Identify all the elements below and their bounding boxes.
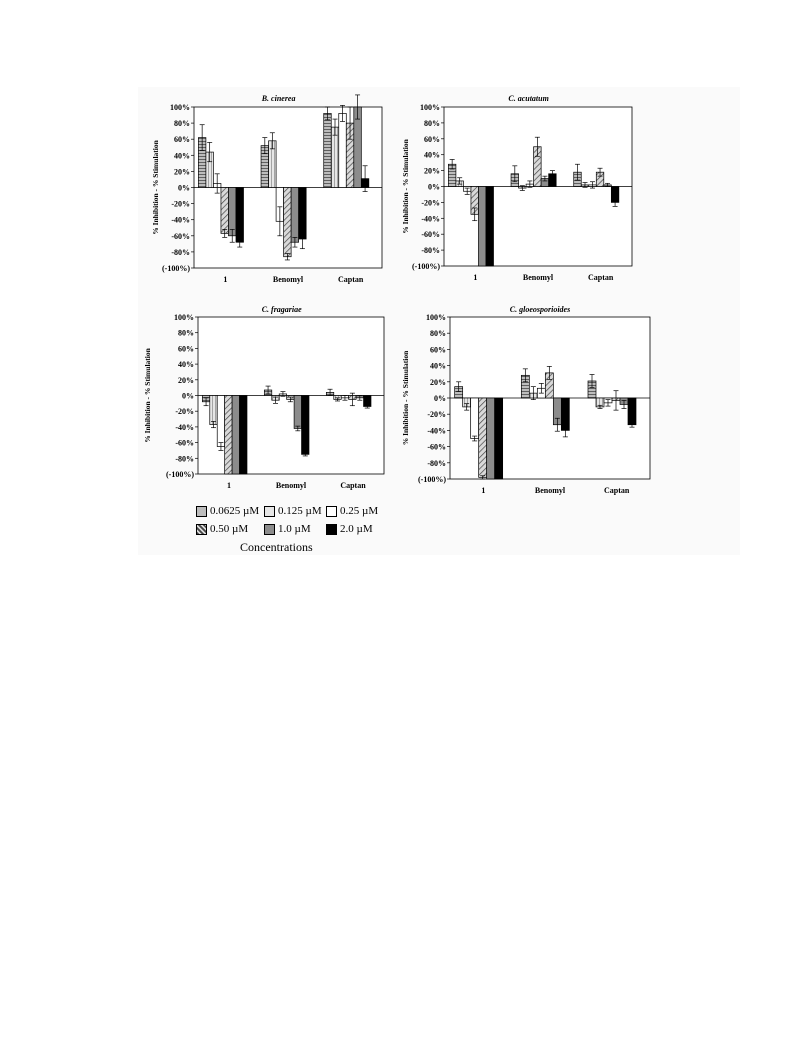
y-tick-label: -40% (421, 214, 440, 224)
chart-c-acutatum (398, 90, 638, 290)
y-tick-label: -80% (171, 247, 190, 257)
bar (479, 398, 487, 477)
y-tick-label: 20% (430, 377, 446, 387)
y-tick-label: (-100%) (418, 475, 446, 484)
category-label: Benomyl (534, 486, 566, 495)
category-label: 1 (473, 273, 478, 282)
y-tick-label: -40% (171, 215, 190, 225)
y-tick-label: 60% (424, 134, 440, 144)
y-tick-label: -80% (421, 246, 440, 256)
y-axis-label: % Inhibition - % Stimulation (143, 348, 152, 443)
bar (339, 113, 347, 187)
category-label: Captan (340, 481, 366, 490)
y-tick-label: (-100%) (162, 264, 190, 273)
bar (478, 187, 486, 267)
y-tick-label: 80% (424, 118, 440, 128)
y-tick-label: -40% (427, 426, 446, 436)
y-axis-label: % Inhibition - % Stimulation (151, 140, 160, 235)
category-label: Captan (603, 486, 630, 495)
legend-swatch (196, 506, 207, 517)
chart-title: C. gloeosporioides (509, 305, 571, 314)
y-tick-label: -60% (421, 230, 440, 240)
y-tick-label: 80% (174, 119, 190, 129)
bar (495, 398, 503, 479)
bar (471, 398, 479, 439)
y-tick-label: 60% (430, 345, 446, 355)
legend-item (326, 523, 373, 535)
category-label: 1 (227, 481, 231, 490)
y-tick-label: -60% (175, 438, 194, 448)
bar (236, 188, 244, 243)
y-tick-label: 100% (420, 103, 440, 112)
y-axis-label: % Inhibition - % Stimulation (401, 350, 410, 446)
y-tick-label: 100% (174, 313, 194, 322)
y-tick-label: 100% (426, 313, 446, 322)
y-tick-label: -80% (175, 454, 194, 464)
legend-label: 0.0625 µM (210, 505, 260, 517)
chart-c-gloeosporioides (398, 301, 658, 501)
bar (294, 396, 301, 429)
y-tick-label: 0% (434, 394, 446, 403)
bar (210, 396, 217, 425)
chart-title: C. fragariae (261, 305, 302, 314)
y-tick-label: 0% (428, 182, 440, 192)
y-tick-label: -60% (427, 442, 446, 452)
chart-b-cinerea (148, 90, 388, 290)
chart-title: B. cinerea (261, 94, 296, 103)
y-tick-label: (-100%) (412, 262, 440, 271)
category-label: Captan (337, 275, 364, 284)
y-tick-label: 20% (424, 166, 440, 176)
y-tick-label: 80% (178, 328, 194, 338)
y-tick-label: (-100%) (166, 470, 194, 479)
y-tick-label: 60% (174, 135, 190, 145)
legend-item (264, 523, 311, 535)
legend-item (264, 505, 322, 517)
legend-swatch (326, 524, 337, 535)
y-tick-label: 100% (170, 103, 190, 112)
y-tick-label: -20% (171, 199, 190, 209)
legend-swatch (196, 524, 207, 535)
bar (331, 127, 339, 187)
category-label: Benomyl (275, 481, 307, 490)
y-tick-label: 40% (430, 361, 446, 371)
legend-label: 0.50 µM (210, 523, 249, 535)
y-tick-label: -60% (171, 231, 190, 241)
legend-item (326, 505, 378, 517)
category-label: 1 (481, 486, 486, 495)
bar (324, 113, 332, 187)
y-tick-label: -20% (175, 407, 194, 417)
category-label: Benomyl (272, 275, 304, 284)
bar (228, 188, 236, 236)
y-tick-label: 40% (174, 151, 190, 161)
bar (487, 398, 495, 479)
y-tick-label: -20% (427, 410, 446, 420)
bar (284, 188, 292, 257)
bar (225, 396, 232, 475)
bar (221, 188, 229, 234)
y-tick-label: 0% (182, 391, 194, 401)
legend-label: 0.25 µM (340, 505, 379, 517)
category-label: Captan (587, 273, 614, 282)
y-tick-label: 60% (178, 344, 194, 354)
legend-item (196, 505, 259, 517)
legend-swatch (264, 524, 275, 535)
chart-title: C. acutatum (508, 94, 549, 103)
bar (628, 398, 636, 425)
y-tick-label: -40% (175, 422, 194, 432)
y-axis-label: % Inhibition - % Stimulation (401, 139, 410, 234)
y-tick-label: 40% (424, 150, 440, 160)
y-tick-label: 40% (178, 360, 194, 370)
legend-title: Concentrations (240, 540, 313, 554)
bar (486, 187, 494, 267)
bar (291, 188, 299, 243)
bar (217, 396, 224, 447)
legend-item (196, 523, 248, 535)
y-tick-label: -80% (427, 458, 446, 468)
bar (302, 396, 309, 455)
chart-c-fragariae (140, 301, 390, 501)
legend-label: 1.0 µM (278, 523, 311, 535)
legend-label: 2.0 µM (340, 523, 373, 535)
legend-label: 0.125 µM (278, 505, 322, 517)
bar (240, 396, 247, 475)
y-tick-label: 20% (174, 167, 190, 177)
legend-swatch (264, 506, 275, 517)
category-label: Benomyl (522, 273, 554, 282)
bar (232, 396, 239, 475)
category-label: 1 (223, 275, 228, 284)
y-tick-label: -20% (421, 198, 440, 208)
legend-swatch (326, 506, 337, 517)
y-tick-label: 80% (430, 329, 446, 339)
y-tick-label: 0% (178, 183, 190, 193)
y-tick-label: 20% (178, 375, 194, 385)
